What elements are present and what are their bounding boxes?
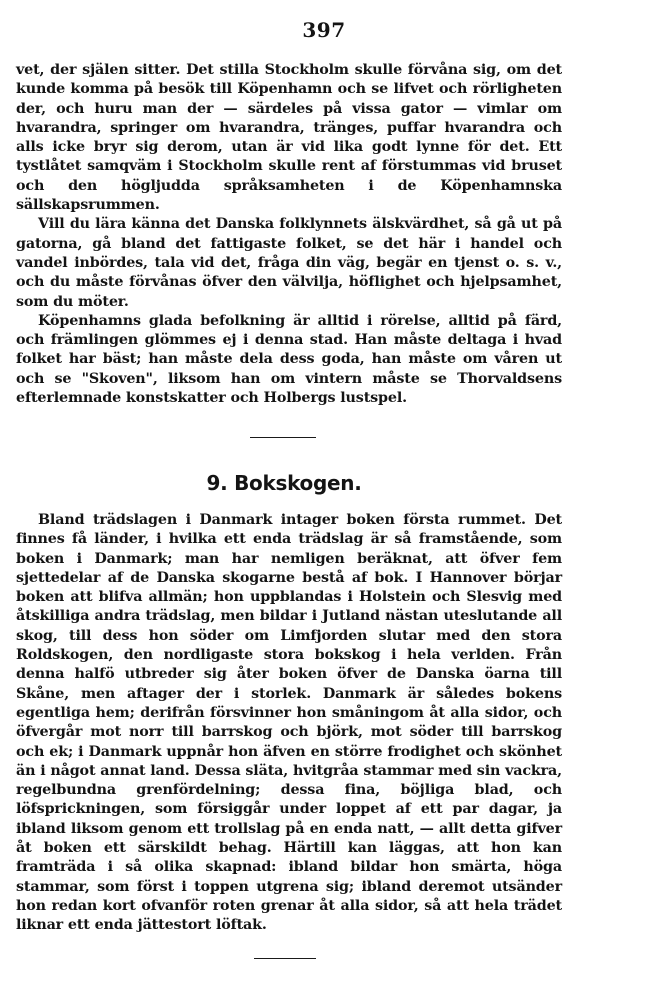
paragraph-copenhagen-population: Köpenhamns glada befolkning är alltid i rörelse, alltid på färd, och främlingen glömmes ej i denna stad. Han måste deltaga i hvad folket har bäst; han måste dela dess goda, han måste om våren ut och se "Skoven", liksom han om vintern måste se Thorvaldsens efterlemnade konstskatter och Holbergs lustspel. [16, 312, 562, 407]
paragraph-beech-forest: Bland trädslagen i Danmark intager boken första rummet. Det finnes få länder, i hvilka ett enda trädslag är så framstående, som boken i Danmark; man har nemligen beräknat, att öfver fem sjettedelar af de Danska skogarne bestå af bok. I Hannover börjar boken att blifva allmän; hon uppblandas i Holstein och Slesvig med åtskilliga andra trädslag, men bildar i Jutland nästan uteslutande all skog, till dess hon söder om Limfjorden slutar med den stora Roldskogen, den nordligaste stora bokskog i hela verlden. Från denna halfö utbreder sig åter boken öfver de Danska öarna till Skåne, men aftager der i storlek. Danmark är således bokens egentliga hem; derifrån försvinner hon småningom åt alla sidor, och öfvergår mot norr till barrskog och björk, mot söder till barrskog och ek; i Danmark uppnår hon äfven en större frodighet och skönhet än i något annat land. Dessa släta, hvitgråa stammar med sin vackra, regelbundna grenfördelning; dessa fina, böjliga blad, och löfsprickningen, som försiggår under loppet af ett par dagar, ja ibland liksom genom ett trollslag på en enda natt, — allt detta gifver åt boken ett särskildt behag. Härtill kan läggas, att hon kan framträda i så olika skapnad: ibland bildar hon smärta, höga stammar, som först i toppen utgrena sig; ibland deremot utsänder hon redan kort ofvanför roten grenar åt alla sidor, så att hela trädet liknar ett enda jättestort löftak. [16, 512, 562, 934]
page-number: 397 [302, 18, 346, 42]
section-text-block [16, 511, 562, 936]
end-divider [254, 958, 316, 959]
section-divider [250, 437, 316, 438]
paragraph-stockholm-copenhagen: vet, der själen sitter. Det stilla Stockholm skulle förvåna sig, om det kunde komma på besök till Köpenhamn och se lifvet och rörligheten der, och huru man der — särdeles på vissa gator — vimlar om hvarandra, springer om hvarandra, tränges, puffar hvarandra och alls icke bryr sig derom, utan är vid lika godt lynne för det. Ett tystlåtet samqväm i Stockholm skulle rent af förstummas vid bruset och den högljudda språksamheten i de Köpenhamnska sällskapsrummen. [16, 62, 562, 214]
paragraph-danish-temperament: Vill du lära känna det Danska folklynnets älskvärdhet, så gå ut på gatorna, gå bland det fattigaste folket, se det här i handel och vandel inbördes, tala vid det, fråga din väg, begär en tjenst o. s. v., och du måste förvånas öfver den välvilja, höflighet och hjelpsamhet, som du möter. [16, 216, 562, 310]
section-heading: 9. Bokskogen. [206, 471, 362, 495]
top-text-block [16, 61, 562, 408]
